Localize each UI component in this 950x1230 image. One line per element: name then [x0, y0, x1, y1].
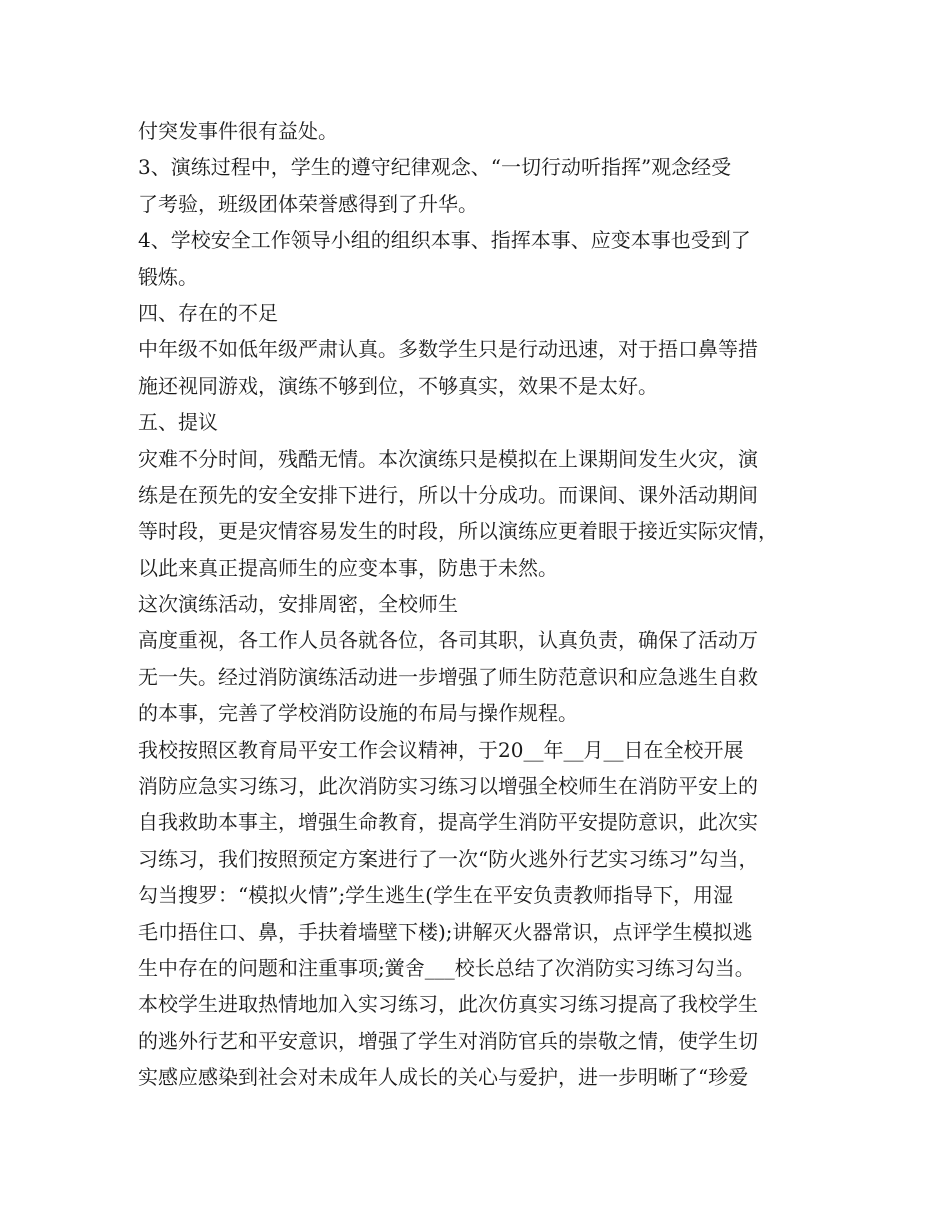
text-line: 我校按照区教育局平安工作会议精神，于20__年__月__日在全校开展 — [138, 737, 744, 762]
section-heading: 四、存在的不足 — [138, 300, 278, 325]
text-line: 消防应急实习练习，此次消防实习练习以增强全校师生在消防平安上的 — [138, 774, 758, 799]
section-heading: 五、提议 — [138, 410, 218, 435]
text-line: 等时段，更是灾情容易发生的时段，所以演练应更着眼于接近实际灾情， — [138, 519, 778, 544]
text-line: 自我救助本事主，增强生命教育，提高学生消防平安提防意识，此次实 — [138, 810, 758, 835]
text-line: 练是在预先的安全安排下进行，所以十分成功。而课间、课外活动期间 — [138, 482, 758, 507]
text-line: 这次演练活动，安排周密，全校师生 — [138, 592, 458, 617]
document-body — [138, 113, 828, 1096]
text-line: 高度重视，各工作人员各就各位，各司其职，认真负责，确保了活动万 — [138, 628, 758, 653]
text-line: 本校学生进取热情地加入实习练习，此次仿真实习练习提高了我校学生 — [138, 992, 758, 1017]
text-line: 3、演练过程中，学生的遵守纪律观念、“一切行动听指挥”观念经受 — [138, 155, 732, 180]
text-line: 了考验，班级团体荣誉感得到了升华。 — [138, 191, 478, 216]
text-line: 的本事，完善了学校消防设施的布局与操作规程。 — [138, 701, 578, 726]
text-line: 以此来真正提高师生的应变本事，防患于未然。 — [138, 555, 558, 580]
text-line: 4、学校安全工作领导小组的组织本事、指挥本事、应变本事也受到了 — [138, 228, 751, 253]
text-line: 的逃外行艺和平安意识，增强了学生对消防官兵的崇敬之情，使学生切 — [138, 1028, 758, 1053]
text-line: 施还视同游戏，演练不够到位，不够真实，效果不是太好。 — [138, 373, 658, 398]
text-line: 无一失。经过消防演练活动进一步增强了师生防范意识和应急逃生自救 — [138, 664, 758, 689]
text-line: 中年级不如低年级严肃认真。多数学生只是行动迅速，对于捂口鼻等措 — [138, 337, 758, 362]
text-line: 习练习，我们按照预定方案进行了一次“防火逃外行艺实习练习”勾当， — [138, 846, 759, 871]
text-line: 付突发事件很有益处。 — [138, 119, 338, 143]
text-line: 毛巾捂住口、鼻，手扶着墙壁下楼);讲解灭火器常识，点评学生模拟逃 — [138, 919, 753, 944]
text-line: 勾当搜罗：“模拟火情”;学生逃生(学生在平安负责教师指导下，用湿 — [138, 883, 733, 908]
text-line: 生中存在的问题和注重事项;黉舍___校长总结了次消防实习练习勾当。 — [138, 955, 755, 980]
text-line: 锻炼。 — [138, 264, 198, 289]
text-line: 实感应感染到社会对未成年人成长的关心与爱护，进一步明晰了“珍爱 — [138, 1065, 749, 1090]
text-line: 灾难不分时间，残酷无情。本次演练只是模拟在上课期间发生火灾，演 — [138, 446, 758, 471]
